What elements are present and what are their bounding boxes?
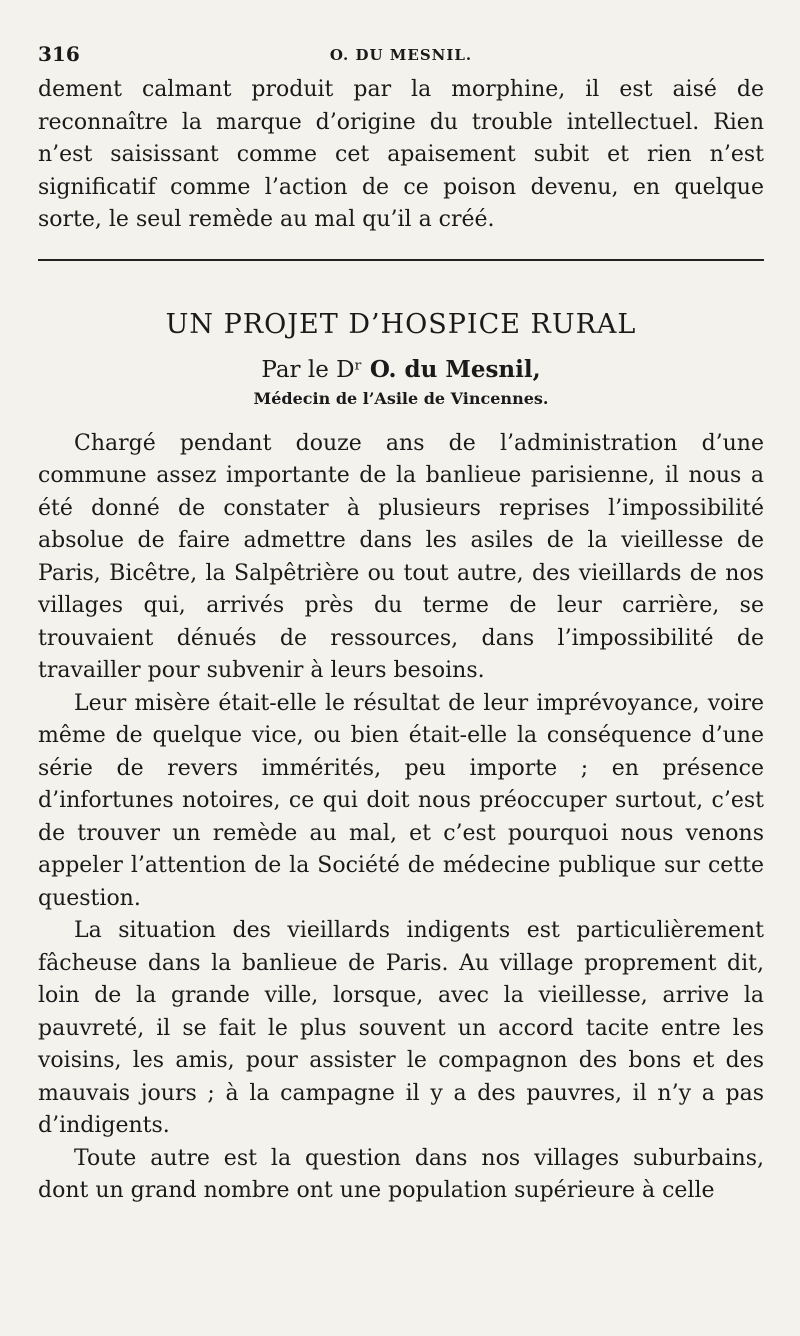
running-head-author: O. DU MESNIL. (329, 46, 473, 64)
byline-prefix: Par le Dʳ (261, 356, 363, 383)
body-paragraph-1: Chargé pendant douze ans de l’administration d’une commune assez importante de la banlieue parisienne, il nous a été donné de constater à plusieurs reprises l’impossibilité absolue de faire admettre dans les asiles de la vieillesse de Paris, Bicêtre, la Salpêtrière ou tout autre, des vieillards de nos villages qui, arrivés près du terme de leur carrière, se trouvaient dénués de ressources, dans l’impossibilité de travailler pour subvenir à leurs besoins. (38, 430, 764, 683)
running-head (38, 42, 764, 74)
page-number: 316 (38, 42, 80, 66)
article-title: UN PROJET D’HOSPICE RURAL (165, 308, 637, 340)
author-affiliation: Médecin de l’Asile de Vincennes. (253, 388, 549, 408)
byline (38, 356, 764, 383)
body-paragraph-2: Leur misère était-elle le résultat de leur imprévoyance, voire même de quelque vice, ou bien était-elle la conséquence d’une série de revers immérités, peu importe ; en présence d’infortunes notoires, ce qui doit nous préoccuper surtout, c’est de trouver un remède au mal, et c’est pourquoi nous venons appeler l’attention de la Société de médecine publique sur cette question. (38, 690, 764, 911)
section-divider (38, 259, 764, 261)
continuation-paragraph: dement calmant produit par la morphine, il est aisé de reconnaître la marque d’origine du trouble intellectuel. Rien n’est saisissant comme cet apaisement subit et rien n’est significatif comme l’action de ce poison devenu, en quelque sorte, le seul remède au mal qu’il a créé. (38, 77, 764, 232)
body-paragraph-3: La situation des vieillards indigents est particulièrement fâcheuse dans la banlieue de Paris. Au village proprement dit, loin de la grande ville, lorsque, avec la vieillesse, arrive la pauvreté, il se fait le plus souvent un accord tacite entre les voisins, les amis, pour assister le compagnon des bons et des mauvais jours ; à la campagne il y a des pauvres, il n’y a pas d’indigents. (38, 918, 764, 1138)
byline-author: O. du Mesnil, (369, 355, 541, 383)
body-paragraph-4: Toute autre est la question dans nos villages suburbains, dont un grand nombre ont une population supérieure à celle (38, 1145, 764, 1203)
